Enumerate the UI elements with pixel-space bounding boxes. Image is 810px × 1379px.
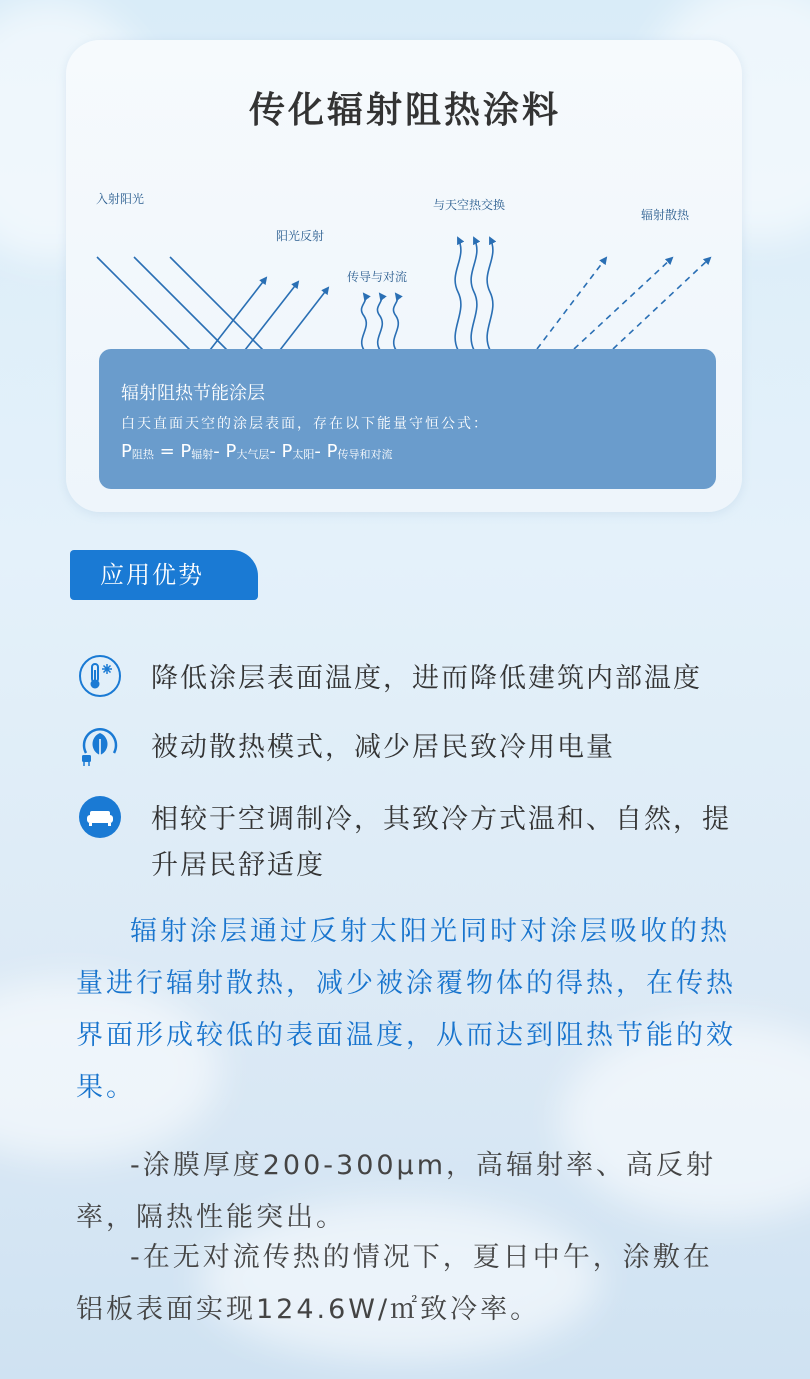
spec-item: -涂膜厚度200-300μm，高辐射率、高反射率，隔热性能突出。 [76,1150,717,1233]
sky-exchange-label: 与天空热交换 [433,198,506,212]
sky-exchange-arrows [455,238,493,350]
heat-transfer-diagram [0,0,810,360]
spec-item: -在无对流传热的情况下，夏日中午，涂敷在铝板表面实现124.6W/㎡致冷率。 [76,1242,713,1325]
advantage-text: 被动散热模式，减少居民致冷用电量 [151,732,615,763]
advantage-text: 降低涂层表面温度，进而降低建筑内部温度 [151,663,702,694]
coating-info-box [99,349,716,489]
sofa-icon [78,795,122,839]
reflected-sunlight-label: 阳光反射 [276,229,325,243]
energy-formula: $P_{阻热} = P_{辐射}-$ $P_{大气层}-$ $P_{太阳}-$ $P_{传导和对流}$ [121,441,393,462]
convection-arrows [361,294,398,350]
incident-sunlight-rays [97,257,263,350]
coating-description: 白天直面天空的涂层表面，存在以下能量守恒公式： [121,416,489,432]
radiation-arrows [537,258,710,349]
incident-sunlight-label: 入射阳光 [96,192,145,206]
advantage-text: 相较于空调制冷，其致冷方式温和、自然，提升居民舒适度 [151,804,731,881]
advantage-item [78,723,758,773]
advantage-item [78,795,758,889]
description-paragraph: 辐射涂层通过反射太阳光同时对涂层吸收的热量进行辐射散热，减少被涂覆物体的得热，在传热界面形成较低的表面温度，从而达到阻热节能的效果。 [76,916,736,1103]
convection-label: 传导与对流 [347,270,408,284]
card-title: 传化辐射阻热涂料 [248,90,561,131]
leaf-plug-icon [78,723,122,767]
radiation-label: 辐射散热 [641,208,690,222]
section-tag: 应用优势 [70,550,258,600]
thermometer-snowflake-icon [78,654,122,698]
coating-title: 辐射阻热节能涂层 [121,383,265,404]
advantage-item [78,654,758,704]
